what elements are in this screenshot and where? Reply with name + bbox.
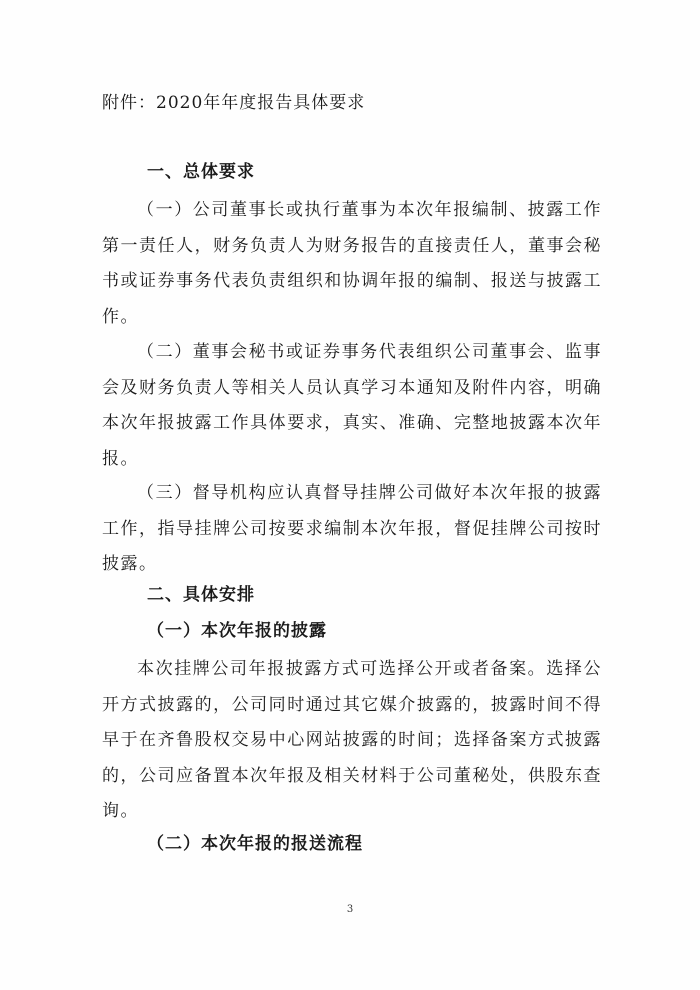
section-heading-specific-arrangements: 二、具体安排 [147,585,255,605]
paragraph-secretary-duties: （二）董事会秘书或证券事务代表组织公司董事会、监事会及财务负责人等相关人员认真学习本通知及附件内容，明确本次年报披露工作具体要求，真实、准确、完整地披露本次年报。 [102,342,602,469]
page-number: 3 [346,904,354,915]
attachment-title: 附件：2020年年度报告具体要求 [102,93,366,113]
paragraph-disclosure-method: 本次挂牌公司年报披露方式可选择公开或者备案。选择公开方式披露的，公司同时通过其它媒介披露的，披露时间不得早于在齐鲁股权交易中心网站披露的时间；选择备案方式披露的，公司应备置本次年报及相关材料于公司董秘处，供股东查询。 [102,659,602,821]
paragraph-responsibility: （一）公司董事长或执行董事为本次年报编制、披露工作第一责任人，财务负责人为财务报告的直接责任人，董事会秘书或证券事务代表负责组织和协调年报的编制、报送与披露工作。 [102,200,602,327]
paragraph-supervision: （三）督导机构应认真督导挂牌公司做好本次年报的披露工作，指导挂牌公司按要求编制本次年报，督促挂牌公司按时披露。 [102,483,602,574]
subheading-disclosure: （一）本次年报的披露 [147,621,327,641]
subheading-submission-process: （二）本次年报的报送流程 [147,834,363,854]
section-heading-overall-requirements: 一、总体要求 [147,162,255,182]
